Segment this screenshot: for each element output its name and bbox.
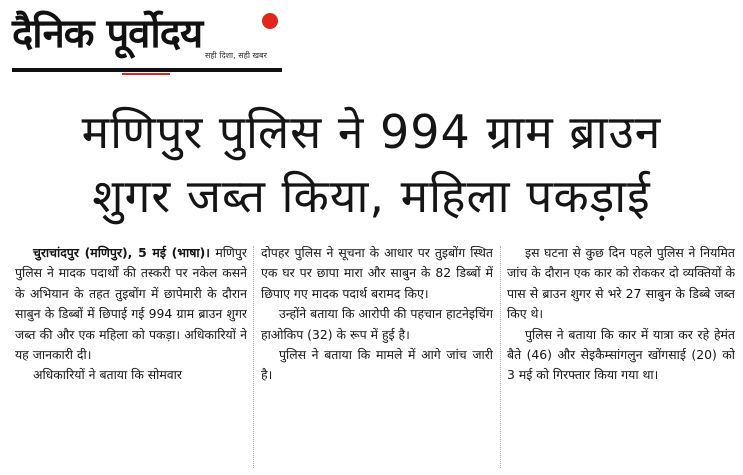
column-divider [253,246,254,468]
logo-dot-icon [262,13,278,29]
paragraph: पुलिस ने बताया कि कार में यात्रा कर रहे हेमंत बैते (46) और सेइकैम्सांगलुन खोंगसाई (20) को 3 मई को गिरफ्तार किया गया था। [507,326,735,383]
lead-paragraph [15,243,247,365]
paragraph: पुलिस ने बताया कि मामले में आगे जांच जारी है। [261,347,493,383]
paragraph: दोपहर पुलिस ने सूचना के आधार पर तुइबोंग स्थित एक घर पर छापा मारा और साबुन के 82 डिब्बों में छिपाए गए मादक पदार्थ बरामद किए। [261,245,493,301]
headline-line-1: मणिपुर पुलिस ने 994 ग्राम ब्राउन [81,105,662,159]
article-column-1 [15,243,247,473]
column-divider [500,246,501,468]
headline-line-2: शुगर जब्त किया, महिला पकड़ाई [92,169,651,223]
paragraph: अधिकारियों ने बताया कि सोमवार [33,367,182,383]
dateline: चुराचांदपुर (मणिपुर), 5 मई (भाषा)। [33,245,210,260]
article-column-3 [507,243,735,473]
article-column-2 [261,243,493,473]
masthead-accent-rule [122,73,170,75]
masthead-rule [12,68,282,72]
newspaper-logo: दैनिक पूर्वोदय [12,11,203,57]
tagline: सही दिशा, सही खबर [205,51,267,60]
masthead [0,0,743,78]
paragraph: इस घटना से कुछ दिन पहले पुलिस ने नियमित जांच के दौरान एक कार को रोककर दो व्यक्तियों के पास से ब्राउन शुगर से भरे 27 साबुन के डिब्बे जब्त किए थे। [507,245,735,322]
paragraph: उन्होंने बताया कि आरोपी की पहचान हाटनेइचिंग हाओकिप (32) के रूप में हुई है। [261,306,493,342]
paragraph-text: मणिपुर पुलिस ने मादक पदार्थों की तस्करी पर नकेल कसने के अभियान के तहत तुइबोंग में छापेमारी के दौरान साबुन के डिब्बों में छिपाई गई 994 ग्राम ब्राउन शुगर जब्त की और एक महिला को पकड़ा। अधिकारियों ने यह जानकारी दी। [15,245,247,363]
